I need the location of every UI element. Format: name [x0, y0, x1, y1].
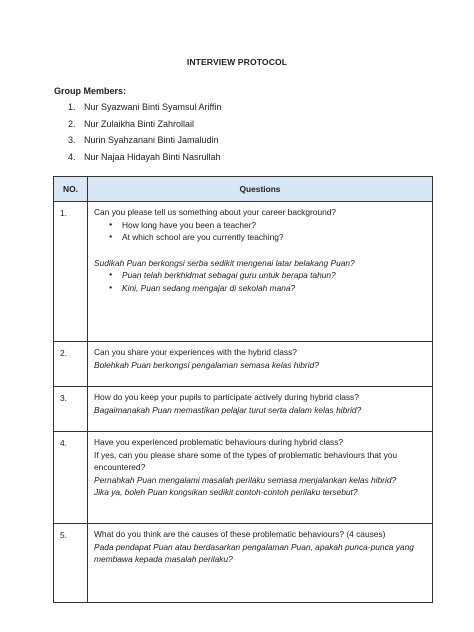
- table-row: [54, 202, 433, 342]
- question-text: How do you keep your pupils to participate actively during hybrid class?: [94, 392, 359, 402]
- sub-question-bullet-translation: ● Puan telah berkhidmat sebagai guru untuk berapa tahun?: [94, 269, 426, 282]
- group-members-list: [68, 101, 221, 167]
- question-text: If yes, can you please share some of the types of problematic behaviours that you encountered?: [94, 449, 398, 472]
- question-text: What do you think are the causes of these problematic behaviours? (4 causes): [94, 529, 386, 539]
- sub-question-bullet: ● How long have you been a teacher?: [94, 219, 426, 232]
- question-translation: Bagaimanakah Puan memastikan pelajar turut serta dalam kelas hibrid?: [94, 404, 362, 415]
- list-item: [68, 134, 221, 151]
- sub-question-bullet: ● At which school are you currently teaching?: [94, 231, 426, 244]
- row-number: 1.: [54, 202, 88, 342]
- question-cell: [88, 524, 433, 603]
- question-text: Can you share your experiences with the hybrid class?: [94, 347, 297, 357]
- question-text: Can you please tell us something about your career background?: [94, 207, 337, 217]
- question-translation: Jika ya, boleh Puan kongsikan sedikit contoh-contoh perilaku tersebut?: [94, 487, 358, 497]
- sub-question-bullet-translation: ● Kini, Puan sedang mengajar di sekolah mana?: [94, 282, 426, 295]
- list-number: 3.: [68, 135, 76, 145]
- member-name: Nur Najaa Hidayah Binti Nasrullah: [84, 151, 221, 162]
- table-header-row: [54, 177, 433, 202]
- row-number: 5.: [54, 524, 88, 603]
- questions-table: [53, 176, 433, 603]
- question-translation: Sudikah Puan berkongsi serba sedikit mengenai latar belakang Puan?: [94, 257, 355, 268]
- row-number: 4.: [54, 432, 88, 524]
- list-item: [68, 101, 221, 118]
- question-cell: [88, 387, 433, 432]
- member-name: Nurin Syahzanani Binti Jamaludin: [84, 135, 219, 145]
- question-translation: Pernahkah Puan mengalami masalah perilaku semasa menjalankan kelas hibrid?: [94, 474, 397, 485]
- row-number: 3.: [54, 387, 88, 432]
- question-cell: [88, 202, 433, 342]
- list-number: 4.: [68, 151, 76, 162]
- list-item: [68, 118, 221, 135]
- member-name: Nur Zulaikha Binti Zahrollail: [84, 118, 195, 129]
- table-row: [54, 387, 433, 432]
- list-number: 1.: [68, 102, 76, 112]
- row-number: 2.: [54, 342, 88, 387]
- table-row: [54, 342, 433, 387]
- table-row: [54, 524, 433, 603]
- question-translation: Bolehkah Puan berkongsi pengalaman semasa kelas hibrid?: [94, 359, 319, 370]
- list-number: 2.: [68, 118, 76, 129]
- question-cell: [88, 342, 433, 387]
- question-text: Have you experienced problematic behaviours during hybrid class?: [94, 437, 344, 447]
- question-translation: Pada pendapat Puan atau berdasarkan pengalaman Puan, apakah punca-punca yang membawa kepada masalah perilaku?: [94, 541, 414, 564]
- page-title: INTERVIEW PROTOCOL: [186, 57, 288, 67]
- group-members-label: Group Members:: [54, 86, 127, 96]
- column-header-no: NO.: [54, 177, 88, 202]
- member-name: Nur Syazwani Binti Syamsul Ariffin: [84, 102, 222, 112]
- table-row: [54, 432, 433, 524]
- list-item: [68, 151, 221, 168]
- question-cell: [88, 432, 433, 524]
- column-header-questions: Questions: [88, 177, 433, 202]
